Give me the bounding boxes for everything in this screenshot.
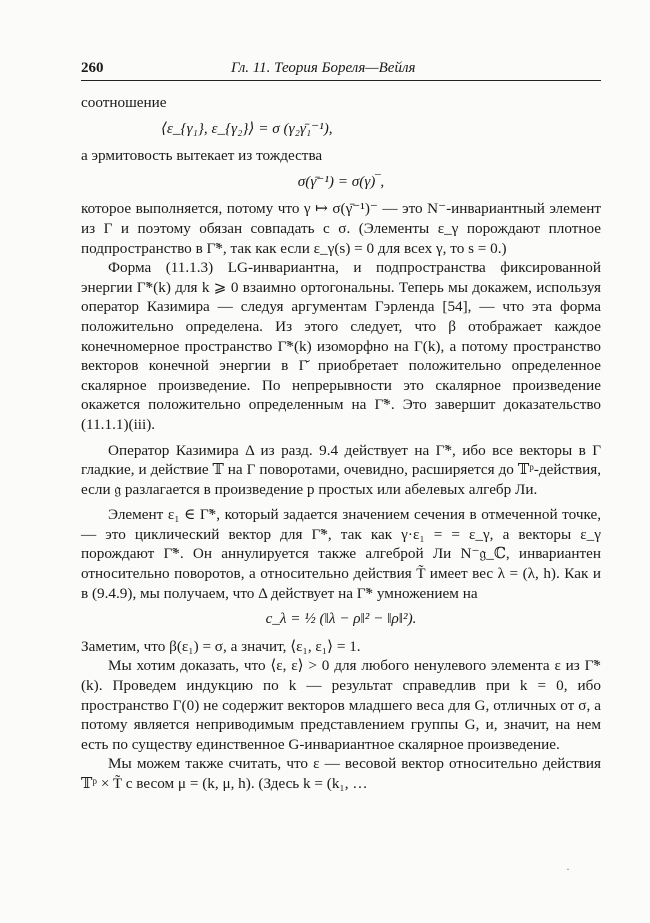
paragraph-invariant: которое выполняется, потому что γ ↦ σ(γ̄⁻¹)⁻ — это N⁻-инвариантный элемент из Γ и поэтому обязан совпадать с σ. (Элементы ε_γ порождают плотное подпространство в Γ̃*, так как если ε_γ(s) = 0 для всех γ, то s = 0.): [81, 200, 601, 257]
paragraph-intro: соотношение: [81, 94, 167, 111]
formula-casimir-eigenvalue: c_λ = ½ (‖λ − ρ‖² − ‖ρ‖²).: [265, 610, 417, 628]
formula-identity: σ(γ̄⁻¹) = σ(γ)‾,: [297, 172, 385, 190]
formula-inner-product: ⟨ε_{γ₁}, ε_{γ₂}⟩ = σ (γ₂γ̄₁⁻¹),: [161, 119, 333, 137]
running-title: Гл. 11. Теория Бореля—Вейля: [231, 60, 416, 76]
paragraph-element: Элемент ε₁ ∈ Γ̃*, который задается значением сечения в отмеченной точке, — это циклический вектор для Γ̃*, так как γ·ε₁ = = ε_γ, а векторы ε_γ порождают Γ̃*. Он аннулируется также алгеброй Ли N⁻𝔤_ℂ, инвариантен относительно поворотов, а относительно действия T̃ имеет вес λ = (λ, h). Как и в (9.4.9), мы получаем, что Δ действует на Γ̃* умножением на: [81, 506, 601, 602]
paragraph-induction: Мы хотим доказать, что ⟨ε, ε⟩ > 0 для любого ненулевого элемента ε из Γ̃*(k). Проведем индукцию по k — результат справедлив при k = 0, ибо пространство Γ(0) не содержит векторов младшего веса для G, отличных от σ, а потому является неприводимым представлением группы G, и, значит, на нем есть по существу единственное G-инвариантное скалярное произведение.: [81, 657, 601, 753]
paragraph-hermitian: а эрмитовость вытекает из тождества: [81, 147, 323, 165]
header-rule: [81, 80, 601, 81]
paragraph-note: Заметим, что β(ε₁) = σ, а значит, ⟨ε₁, ε₁⟩ = 1.: [81, 637, 361, 655]
page-number: 260: [81, 60, 104, 76]
scan-mark: ·: [566, 862, 570, 876]
paragraph-form: Форма (11.1.3) LG-инвариантна, и подпространства фиксированной энергии Γ̃*(k) для k ⩾ 0 взаимно ортогональны. Теперь мы докажем, используя оператор Казимира — следуя аргументам Гэрленда [54], — что эта форма положительно определена. Из этого следует, что β отображает каждое конечномерное пространство Γ̃*(k) изоморфно на Γ(k), а потому пространство векторов конечной энергии в Γ̆ приобретает положительно определенное скалярное произведение. По непрерывности это скалярное произведение окажется положительно определенным на Γ̃*. Это завершит доказательство (11.1.1)(iii).: [81, 259, 601, 433]
page-body: [81, 93, 601, 794]
paragraph-weight: Мы можем также считать, что ε — весовой вектор относительно действия 𝕋ᵖ × T̃ с весом μ = (k, μ, h). (Здесь k = (k₁, …: [81, 755, 601, 792]
paragraph-casimir: Оператор Казимира Δ из разд. 9.4 действует на Γ̃*, ибо все векторы в Γ гладкие, и действие 𝕋 на Γ поворотами, очевидно, расширяется до 𝕋ᵖ-действия, если 𝔤 разлагается в произведение p простых или абелевых алгебр Ли.: [81, 441, 601, 498]
page-header: [81, 56, 601, 82]
